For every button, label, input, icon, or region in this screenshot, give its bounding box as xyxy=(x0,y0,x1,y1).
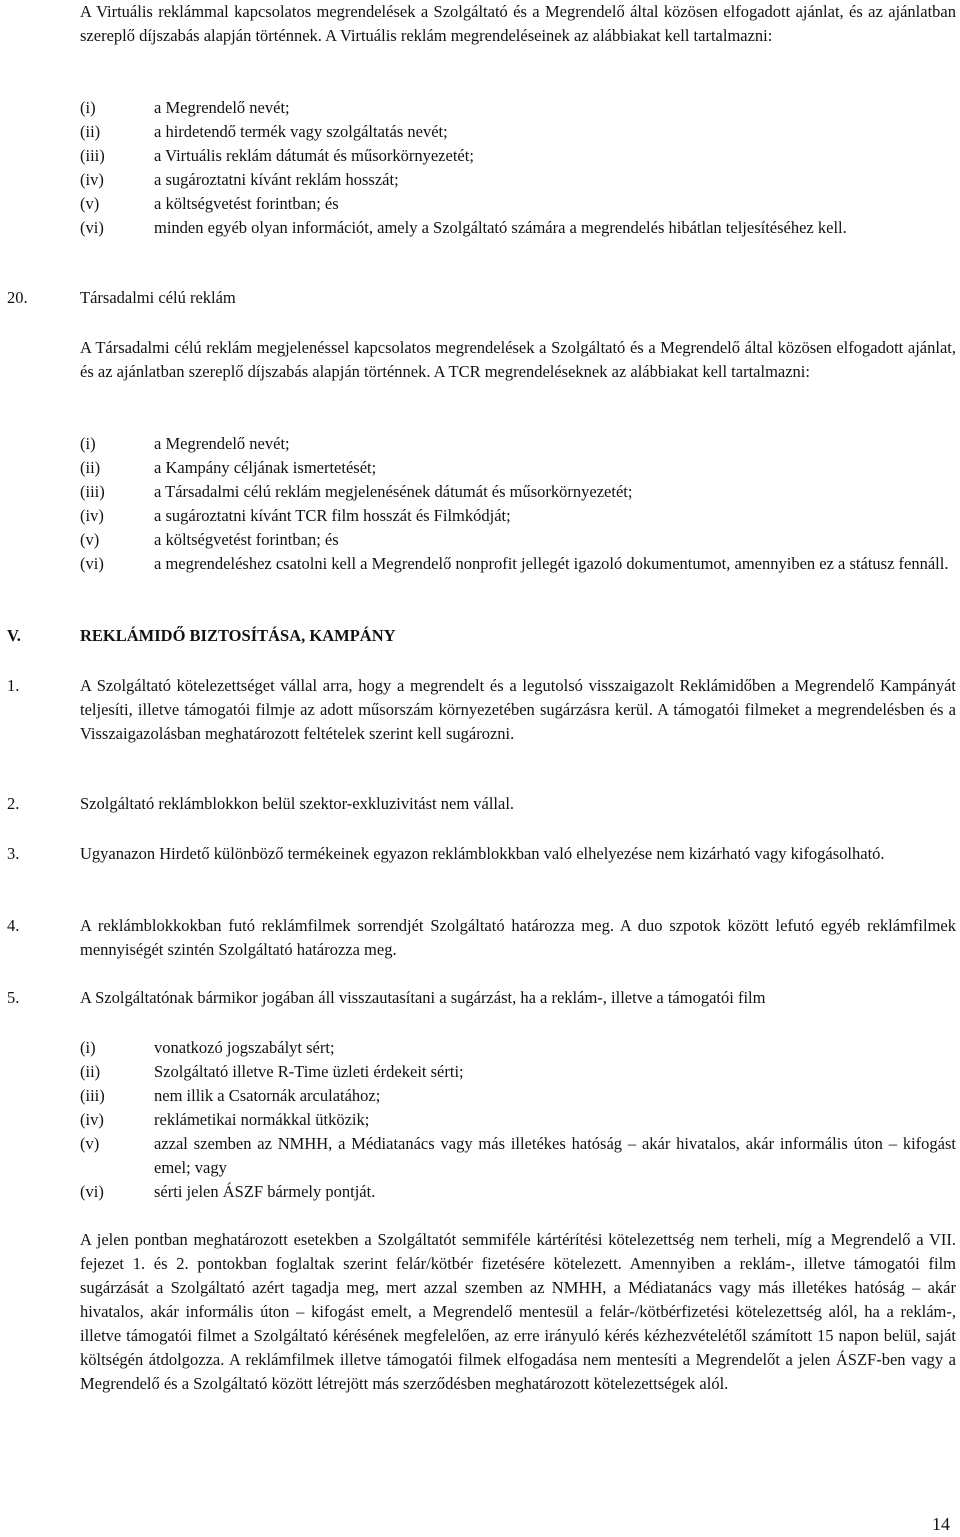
closing-paragraph: A jelen pontban meghatározott esetekben a Szolgáltatót semmiféle kártérítési kötelezettség nem terheli, míg a Megrendelő a VII. fejezet 1. és 2. pontokban foglaltak szerint felár/kötbér fizetésére kötelezett. Amennyiben a reklám-, illetve támogatói film sugárzását a Szolgáltató azért tagadja meg, mert azzal szemben az NMHH, a Médiatanács vagy más illetékes hatóság – akár hivatalos, akár informális úton – kifogást emelt, a Megrendelő mentesül a felár-/kötbérfizetési kötelezettség alól, ha a reklám-, illetve támogatói filmet a Szolgáltató kérésének megfelelően, az erre irányuló kérés kézhezvételétől számított 15 napon belül, saját költségén átdolgozza. A reklámfilmek illetve támogatói filmek elfogadása nem mentesíti a Megrendelőt a jelen ÁSZF-ben vagy a Megrendelő és a Szolgáltató között létrejött más szerződésben meghatározott kötelezettségek alól. xyxy=(80,1230,956,1393)
intro-list xyxy=(80,96,956,240)
list-item: (iii) a Virtuális reklám dátumát és műsorkörnyezetét; xyxy=(80,146,474,165)
list-item: (v) azzal szemben az NMHH, a Médiatanács vagy más illetékes hatóság – akár hivatalos, akár informális úton – kifogást emel; vagy xyxy=(80,1134,956,1177)
list-item: (vi) sérti jelen ÁSZF bármely pontját. xyxy=(80,1182,376,1201)
section-heading xyxy=(7,286,956,310)
list-item: (i) a Megrendelő nevét; xyxy=(80,434,290,453)
list-item: (iii) nem illik a Csatornák arculatához; xyxy=(80,1086,381,1105)
list-item: (iii) a Társadalmi célú reklám megjelenésének dátumát és műsorkörnyezetét; xyxy=(80,482,633,501)
list-item: (ii) a hirdetendő termék vagy szolgáltatás nevét; xyxy=(80,122,448,141)
list-item: (v) a költségvetést forintban; és xyxy=(80,530,339,549)
list-item: (vi) minden egyéb olyan információt, amely a Szolgáltató számára a megrendelés hibátlan teljesítéséhez kell. xyxy=(80,218,847,237)
section-list xyxy=(80,432,956,576)
list-item: (ii) Szolgáltató illetve R-Time üzleti érdekeit sérti; xyxy=(80,1062,464,1081)
section-number: 20. xyxy=(7,288,28,307)
list-item: (iv) a sugároztatni kívánt TCR film hosszát és Filmkódját; xyxy=(80,506,511,525)
numbered-point: 2. Szolgáltató reklámblokkon belül szektor-exkluzivitást nem vállal. xyxy=(7,794,515,813)
list-item: (iv) reklámetikai normákkal ütközik; xyxy=(80,1110,370,1129)
chapter-heading xyxy=(7,624,956,648)
numbered-point: 4. A reklámblokkokban futó reklámfilmek sorrendjét Szolgáltató határozza meg. A duo szpotok között lefutó egyéb reklámfilmek mennyiségét szintén Szolgáltató határozza meg. xyxy=(7,916,956,959)
chapter-number: V. xyxy=(7,626,21,645)
list-item: (iv) a sugároztatni kívánt reklám hosszát; xyxy=(80,170,399,189)
list-item: (ii) a Kampány céljának ismertetését; xyxy=(80,458,377,477)
intro-paragraph: A Virtuális reklámmal kapcsolatos megrendelések a Szolgáltató és a Megrendelő által közösen elfogadott ajánlat, és az ajánlatban szereplő díjszabás alapján történnek. A Virtuális reklám megrendeléseinek az alábbiakat kell tartalmazni: xyxy=(80,2,956,45)
section-paragraph: A Társadalmi célú reklám megjelenéssel kapcsolatos megrendelések a Szolgáltató és a Megrendelő által közösen elfogadott ajánlat, és az ajánlatban szereplő díjszabás alapján történnek. A TCR megrendeléseknek az alábbiakat kell tartalmazni: xyxy=(80,338,956,381)
numbered-point: 3. Ugyanazon Hirdető különböző termékeinek egyazon reklámblokkban való elhelyezése nem kizárható vagy kifogásolható. xyxy=(7,844,885,863)
numbered-point: 5. A Szolgáltatónak bármikor jogában áll visszautasítani a sugárzást, ha a reklám-, illetve a támogatói film xyxy=(7,988,766,1007)
numbered-point: 1. A Szolgáltató kötelezettséget vállal arra, hogy a megrendelt és a legutolsó visszaigazolt Reklámidőben a Megrendelő Kampányát teljesíti, illetve támogatói filmje az adott műsorszám környezetében sugárzásra kerül. A támogatói filmeket a megrendelésben és a Visszaigazolásban meghatározott feltételek szerint kell sugározni. xyxy=(7,676,956,743)
list-item: (i) a Megrendelő nevét; xyxy=(80,98,290,117)
list-item: (v) a költségvetést forintban; és xyxy=(80,194,339,213)
list-item: (i) vonatkozó jogszabályt sért; xyxy=(80,1038,335,1057)
page-number: 14 xyxy=(932,1514,950,1534)
section-title: Társadalmi célú reklám xyxy=(80,288,236,307)
list-item: (vi) a megrendeléshez csatolni kell a Megrendelő nonprofit jellegét igazoló dokumentumot, amennyiben ez a státusz fennáll. xyxy=(80,554,949,573)
chapter-title: REKLÁMIDŐ BIZTOSÍTÁSA, KAMPÁNY xyxy=(80,626,396,645)
point5-list xyxy=(80,1036,956,1204)
